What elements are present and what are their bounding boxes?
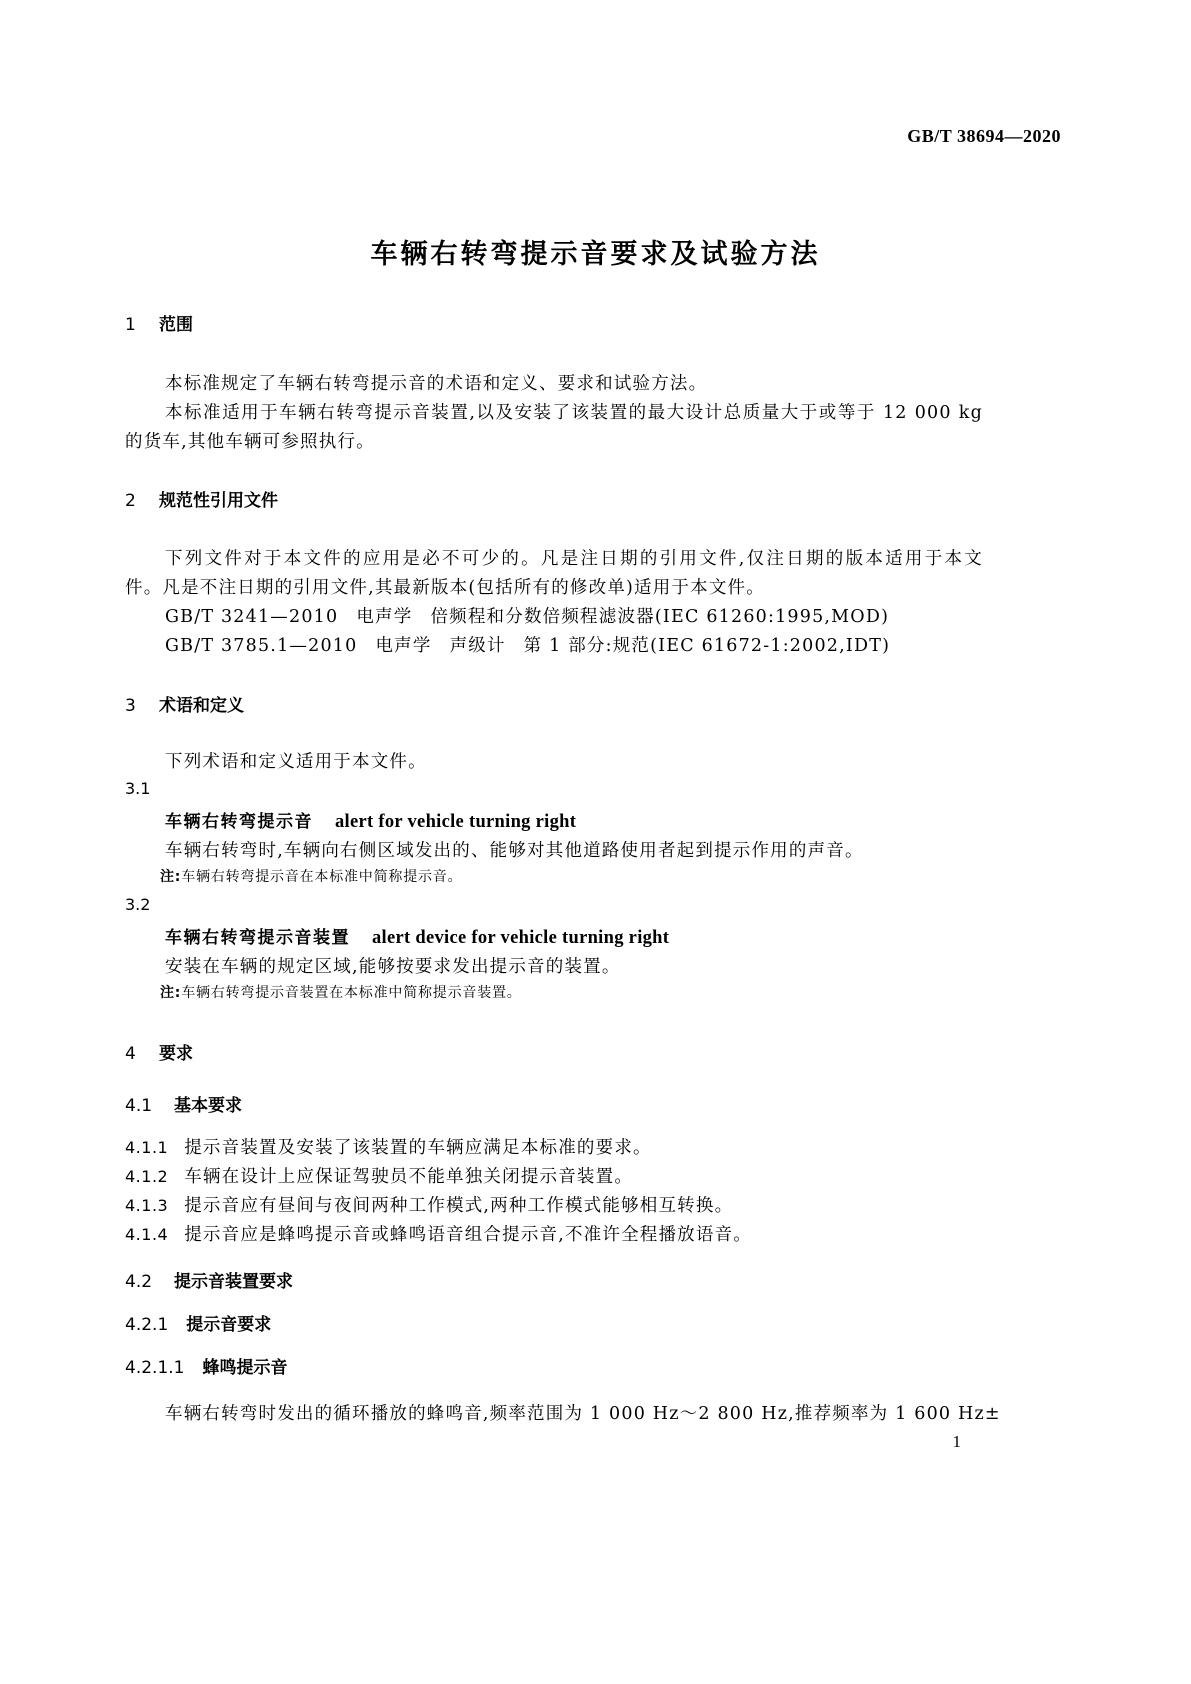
subsection-title: 基本要求 <box>174 1096 243 1116</box>
term-definition: 车辆右转弯时,车辆向右侧区域发出的、能够对其他道路使用者起到提示作用的声音。 <box>165 841 864 861</box>
term-entry <box>165 807 576 833</box>
subsection-number: 4.2.1.1 <box>125 1358 185 1378</box>
section-number: 4 <box>125 1044 136 1064</box>
reference-title: 倍频程和分数倍频程滤波器(IEC 61260:1995,MOD) <box>430 607 890 627</box>
sec3-intro: 下列术语和定义适用于本文件。 <box>165 752 427 772</box>
clause-4-1-4 <box>125 1221 752 1246</box>
clause-text: 车辆在设计上应保证驾驶员不能单独关闭提示音装置。 <box>184 1167 634 1187</box>
subsection-4-2-heading <box>125 1267 293 1292</box>
reference-code: GB/T 3241—2010 <box>165 607 339 627</box>
note-text: 车辆右转弯提示音在本标准中简称提示音。 <box>181 869 463 885</box>
term-note <box>160 866 462 886</box>
sec2-paragraph-line-2: 件。凡是不注日期的引用文件,其最新版本(包括所有的修改单)适用于本文件。 <box>125 578 765 598</box>
term-definition: 安装在车辆的规定区域,能够按要求发出提示音的装置。 <box>165 957 621 977</box>
subsection-4-2-1-1-heading <box>125 1353 287 1378</box>
term-entry <box>165 923 669 949</box>
reference-title: 第 1 部分:规范(IEC 61672-1:2002,IDT) <box>523 636 891 656</box>
clause-number: 4.1.2 <box>125 1167 169 1186</box>
section-title: 范围 <box>159 315 193 335</box>
section-number: 1 <box>125 315 136 335</box>
clause-4-1-3 <box>125 1192 733 1217</box>
section-2-heading <box>125 486 278 511</box>
sec1-paragraph-2-line-2: 的货车,其他车辆可参照执行。 <box>125 432 375 452</box>
subsection-number: 4.1 <box>125 1096 153 1116</box>
clause-text: 提示音装置及安装了该装置的车辆应满足本标准的要求。 <box>184 1138 652 1158</box>
standard-code: GB/T 38694—2020 <box>907 126 1061 146</box>
term-number: 3.1 <box>125 779 151 798</box>
subsection-title: 蜂鸣提示音 <box>202 1358 288 1378</box>
normative-reference <box>165 603 889 628</box>
section-3-heading <box>125 691 244 716</box>
reference-category: 电声学 <box>356 607 413 627</box>
sec1-paragraph-1: 本标准规定了车辆右转弯提示音的术语和定义、要求和试验方法。 <box>165 374 708 394</box>
section-title: 术语和定义 <box>159 696 244 716</box>
term-number: 3.2 <box>125 895 151 914</box>
clause-text: 提示音应是蜂鸣提示音或蜂鸣语音组合提示音,不准许全程播放语音。 <box>184 1225 752 1245</box>
term-note <box>160 982 522 1002</box>
subsection-title: 提示音装置要求 <box>174 1272 294 1292</box>
clause-number: 4.1.4 <box>125 1225 169 1244</box>
normative-reference <box>165 632 890 657</box>
subsection-4-1-heading <box>125 1091 242 1116</box>
clause-4-1-1 <box>125 1134 652 1159</box>
sec1-paragraph-2-line-1: 本标准适用于车辆右转弯提示音装置,以及安装了该装置的最大设计总质量大于或等于 12 000 kg <box>165 403 983 423</box>
term-english: alert for vehicle turning right <box>335 812 577 832</box>
clause-number: 4.1.1 <box>125 1138 169 1157</box>
page-number: 1 <box>952 1432 961 1451</box>
reference-category: 电声学 <box>375 636 432 656</box>
subsection-number: 4.2 <box>125 1272 153 1292</box>
term-chinese: 车辆右转弯提示音装置 <box>165 928 350 948</box>
note-text: 车辆右转弯提示音装置在本标准中简称提示音装置。 <box>181 985 522 1001</box>
section-number: 2 <box>125 491 136 511</box>
section-1-heading <box>125 310 193 335</box>
subsection-title: 提示音要求 <box>186 1315 272 1335</box>
sec4-2-1-1-paragraph: 车辆右转弯时发出的循环播放的蜂鸣音,频率范围为 1 000 Hz～2 800 Hz,推荐频率为 1 600 Hz± <box>165 1404 1001 1424</box>
section-title: 要求 <box>159 1044 193 1064</box>
sec2-paragraph-line-1: 下列文件对于本文件的应用是必不可少的。凡是注日期的引用文件,仅注日期的版本适用于本文 <box>165 549 983 569</box>
reference-code: GB/T 3785.1—2010 <box>165 636 358 656</box>
section-title: 规范性引用文件 <box>159 491 278 511</box>
clause-4-1-2 <box>125 1163 633 1188</box>
clause-number: 4.1.3 <box>125 1196 169 1215</box>
section-4-heading <box>125 1039 193 1064</box>
note-label: 注: <box>160 985 182 1001</box>
subsection-4-2-1-heading <box>125 1310 271 1335</box>
document-title: 车辆右转弯提示音要求及试验方法 <box>370 239 821 270</box>
term-english: alert device for vehicle turning right <box>372 928 670 948</box>
subsection-number: 4.2.1 <box>125 1315 169 1335</box>
reference-part: 声级计 <box>449 636 506 656</box>
term-chinese: 车辆右转弯提示音 <box>165 812 313 832</box>
note-label: 注: <box>160 869 182 885</box>
clause-text: 提示音应有昼间与夜间两种工作模式,两种工作模式能够相互转换。 <box>184 1196 734 1216</box>
section-number: 3 <box>125 696 136 716</box>
